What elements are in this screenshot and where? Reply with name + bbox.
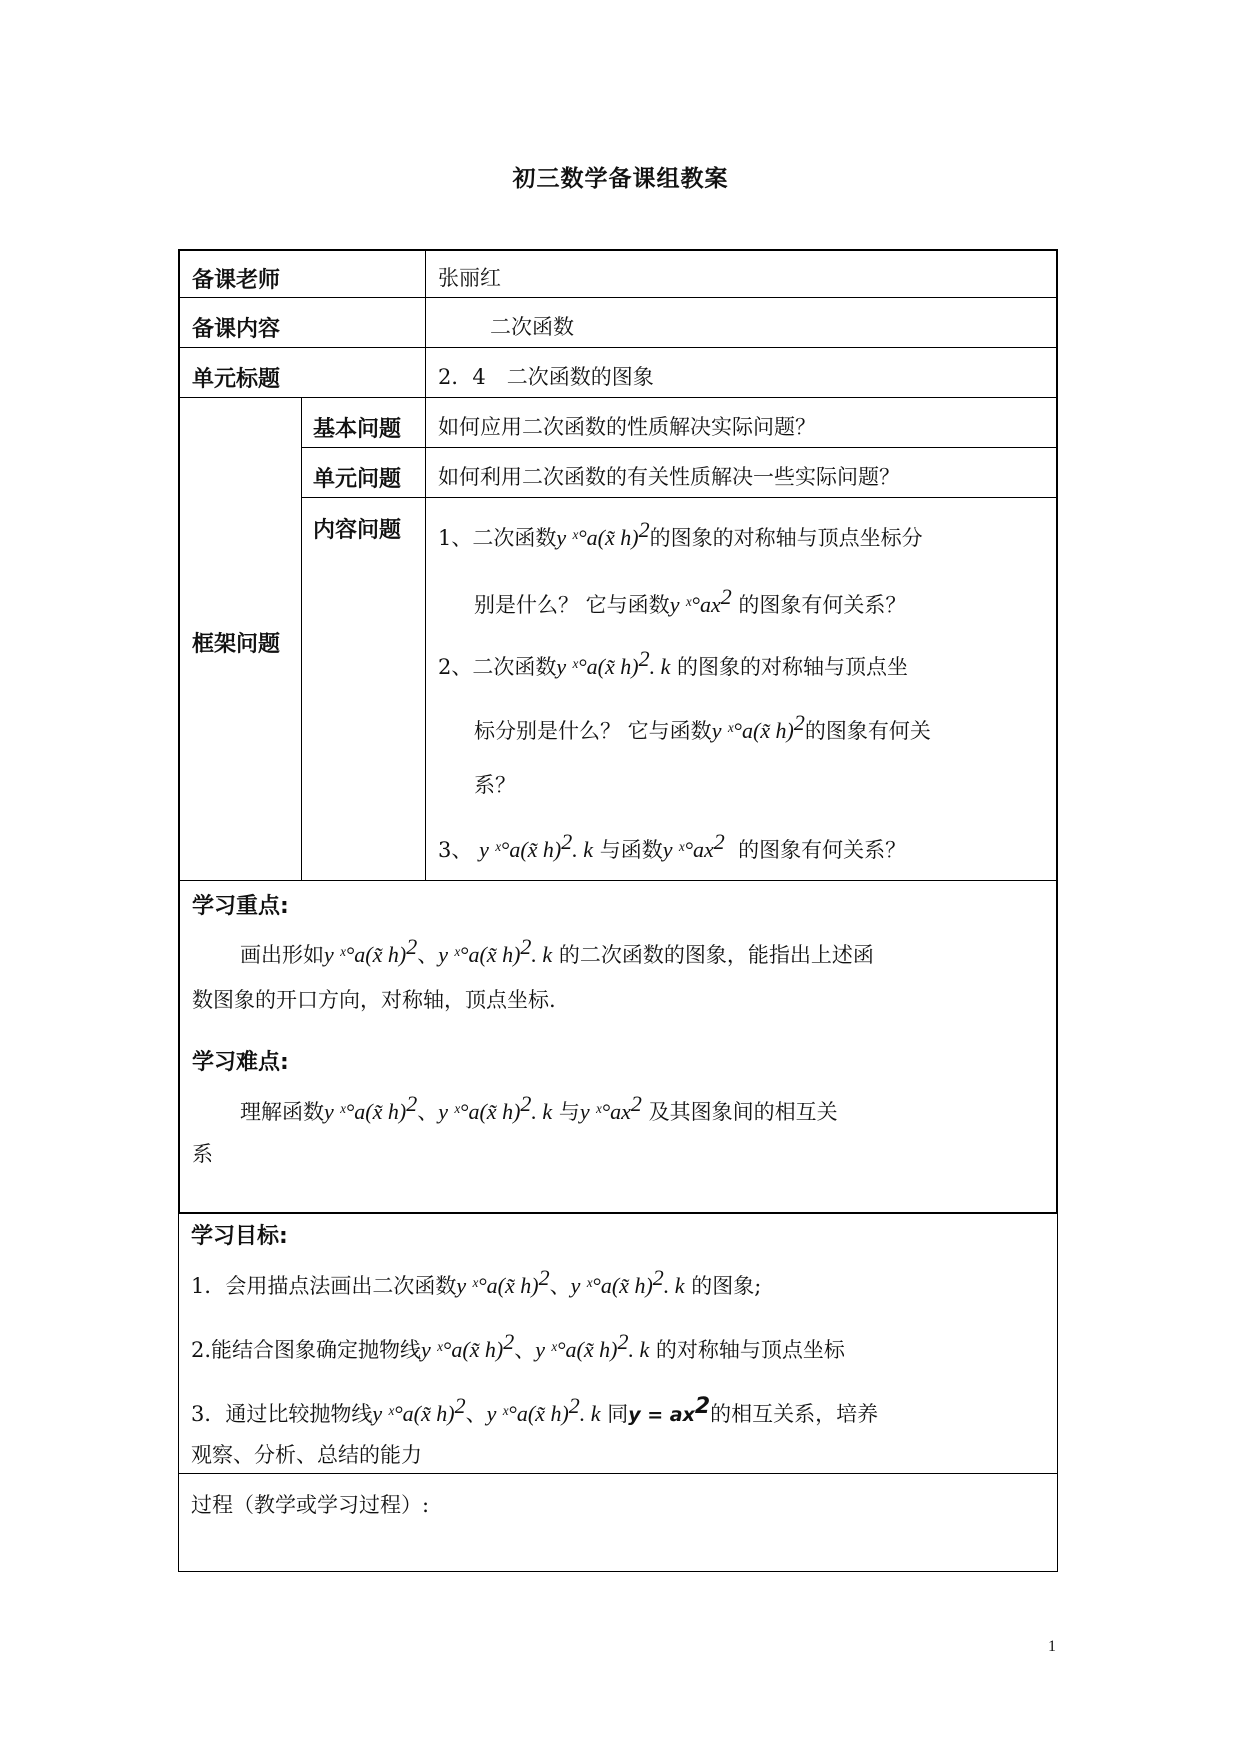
objective-2: 2.能结合图象确定抛物线y ˣ°a(x̃ h)$^2$、y ˣ°a(x̃ h)$^2$. k 的对称轴与顶点坐标 <box>191 1329 845 1362</box>
basic-question-value: 如何应用二次函数的性质解决实际问题？ <box>438 415 816 439</box>
difficulties-line1: 理解函数y ˣ°a(x̃ h)$^2$、y ˣ°a(x̃ h)$^2$. k 与y $ˣ^\circ ax^2$ 及其图象间的相互关 <box>240 1091 838 1124</box>
content-question-label: 内容问题 <box>313 518 402 543</box>
objectives-table <box>178 1212 1058 1572</box>
content-question-3: 3、 y ˣ°a(x̃ h)$^2$. k 与函数y $ˣ^\circ ax^2$ 的图象有何关系？ <box>438 829 907 862</box>
key-points-label: 学习重点: <box>192 894 289 919</box>
key-points-line1: 画出形如y ˣ°a(x̃ h)$^2$、y ˣ°a(x̃ h)$^2$. k 的二次函数的图象，能指出上述函 <box>240 934 874 967</box>
framework-label: 框架问题 <box>192 632 281 657</box>
content-question-1-line2: 别是什么？ 它与函数y $ˣ^\circ ax^2$ 的图象有何关系？ <box>474 584 907 617</box>
objective-1: 1．会用描点法画出二次函数y ˣ°a(x̃ h)$^2$、y ˣ°a(x̃ h)$^2$. k 的图象; <box>191 1265 762 1298</box>
key-points-line2: 数图象的开口方向，对称轴，顶点坐标. <box>192 988 556 1012</box>
content-question-2-line1: 2、二次函数y ˣ°a(x̃ h)$^2$. k 的图象的对称轴与顶点坐 <box>438 646 909 679</box>
unit-question-label: 单元问题 <box>313 467 402 492</box>
teacher-value: 张丽红 <box>438 266 501 290</box>
basic-question-label: 基本问题 <box>313 417 402 442</box>
content-question-2-line3: 系？ <box>474 773 516 797</box>
difficulties-label: 学习难点: <box>192 1050 289 1075</box>
unit-label: 单元标题 <box>192 367 281 392</box>
page-number: 1 <box>1048 1638 1056 1655</box>
content-label: 备课内容 <box>192 317 281 342</box>
content-question-1-line1: 1、二次函数y ˣ°a(x̃ h)$^2$的图象的对称轴与顶点坐标分 <box>438 517 923 550</box>
formula-image: y = ax <box>628 1404 695 1426</box>
objectives-label: 学习目标: <box>191 1224 288 1249</box>
page-title: 初三数学备课组教案 <box>512 166 729 192</box>
formula-vertex: y ˣ°a(x̃ h) <box>556 525 639 550</box>
process-label: 过程（教学或学习过程）: <box>191 1493 430 1517</box>
objective-3-line1: 3．通过比较抛物线y ˣ°a(x̃ h)$^2$、y ˣ°a(x̃ h)$^2$. k 同$y = ax^2$的相互关系，培养 <box>191 1393 879 1426</box>
teacher-label: 备课老师 <box>192 268 281 293</box>
content-question-2-line2: 标分别是什么？ 它与函数y ˣ°a(x̃ h)$^2$的图象有何关 <box>474 710 931 743</box>
objective-3-line2: 观察、分析、总结的能力 <box>191 1443 422 1467</box>
formula-basic: y ˣ°ax <box>669 592 721 617</box>
content-value: 二次函数 <box>490 315 574 339</box>
difficulties-line2: 系 <box>192 1142 213 1166</box>
lesson-plan-table <box>178 249 1058 1214</box>
unit-question-value: 如何利用二次函数的有关性质解决一些实际问题？ <box>438 465 900 489</box>
unit-value: 2．4 二次函数的图象 <box>438 365 654 389</box>
